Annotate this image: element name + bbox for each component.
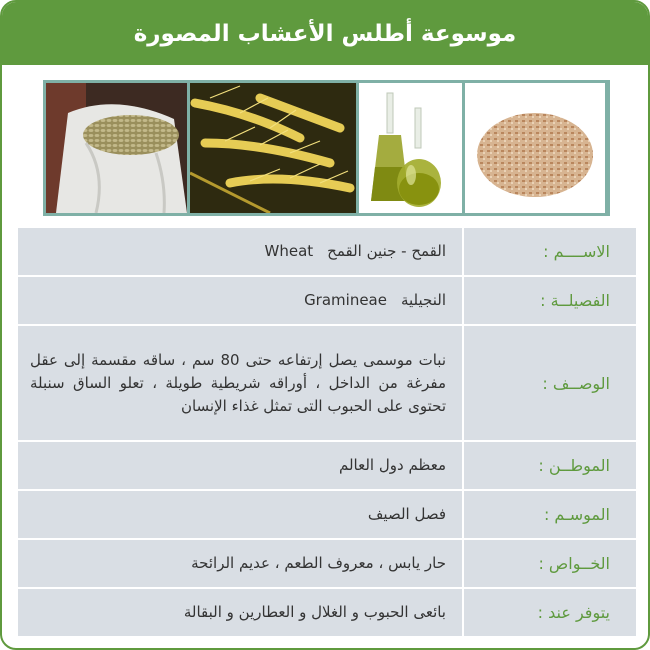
table-row-habitat — [18, 442, 636, 489]
row-value: بائعى الحبوب و الغلال و العطارين و البقالة — [18, 589, 462, 636]
row-label: الاســــم : — [464, 228, 636, 275]
name-arabic: القمح - جنين القمح — [327, 242, 446, 260]
family-arabic: النجيلية — [400, 291, 446, 309]
table-row-availability — [18, 589, 636, 636]
row-value — [18, 228, 462, 275]
wheat-germ-oil-bottles-photo — [359, 83, 462, 213]
row-label: يتوفر عند : — [464, 589, 636, 636]
name-latin: Wheat — [264, 242, 314, 260]
row-label: الوصــف : — [464, 326, 636, 440]
wheat-ears-photo — [190, 83, 356, 213]
row-value: حار يابس ، معروف الطعم ، عديم الرائحة — [18, 540, 462, 587]
wheat-bran-pile-photo — [465, 83, 605, 213]
photo-strip — [43, 80, 610, 216]
family-latin: Gramineae — [304, 291, 387, 309]
row-value — [18, 277, 462, 324]
table-row-season — [18, 491, 636, 538]
row-label: الخــواص : — [464, 540, 636, 587]
row-label: الفصيلــة : — [464, 277, 636, 324]
table-row-family — [18, 277, 636, 324]
row-value: معظم دول العالم — [18, 442, 462, 489]
table-row-description — [18, 326, 636, 440]
table-row-name — [18, 228, 636, 275]
row-value: نبات موسمى يصل إرتفاعه حتى 80 سم ، ساقه مقسمة إلى عقل مفرغة من الداخل ، أوراقه شريطية طويلة ، تعلو الساق سنبلة تحتوى على الحبوب التى تمثل غذاء الإنسان — [18, 326, 462, 440]
row-label: الموطــن : — [464, 442, 636, 489]
wheat-grain-sack-photo — [46, 83, 187, 213]
row-value: فصل الصيف — [18, 491, 462, 538]
page-title: موسوعة أطلس الأعشاب المصورة — [2, 2, 648, 65]
info-table — [18, 228, 636, 638]
row-label: الموسـم : — [464, 491, 636, 538]
table-row-properties — [18, 540, 636, 587]
